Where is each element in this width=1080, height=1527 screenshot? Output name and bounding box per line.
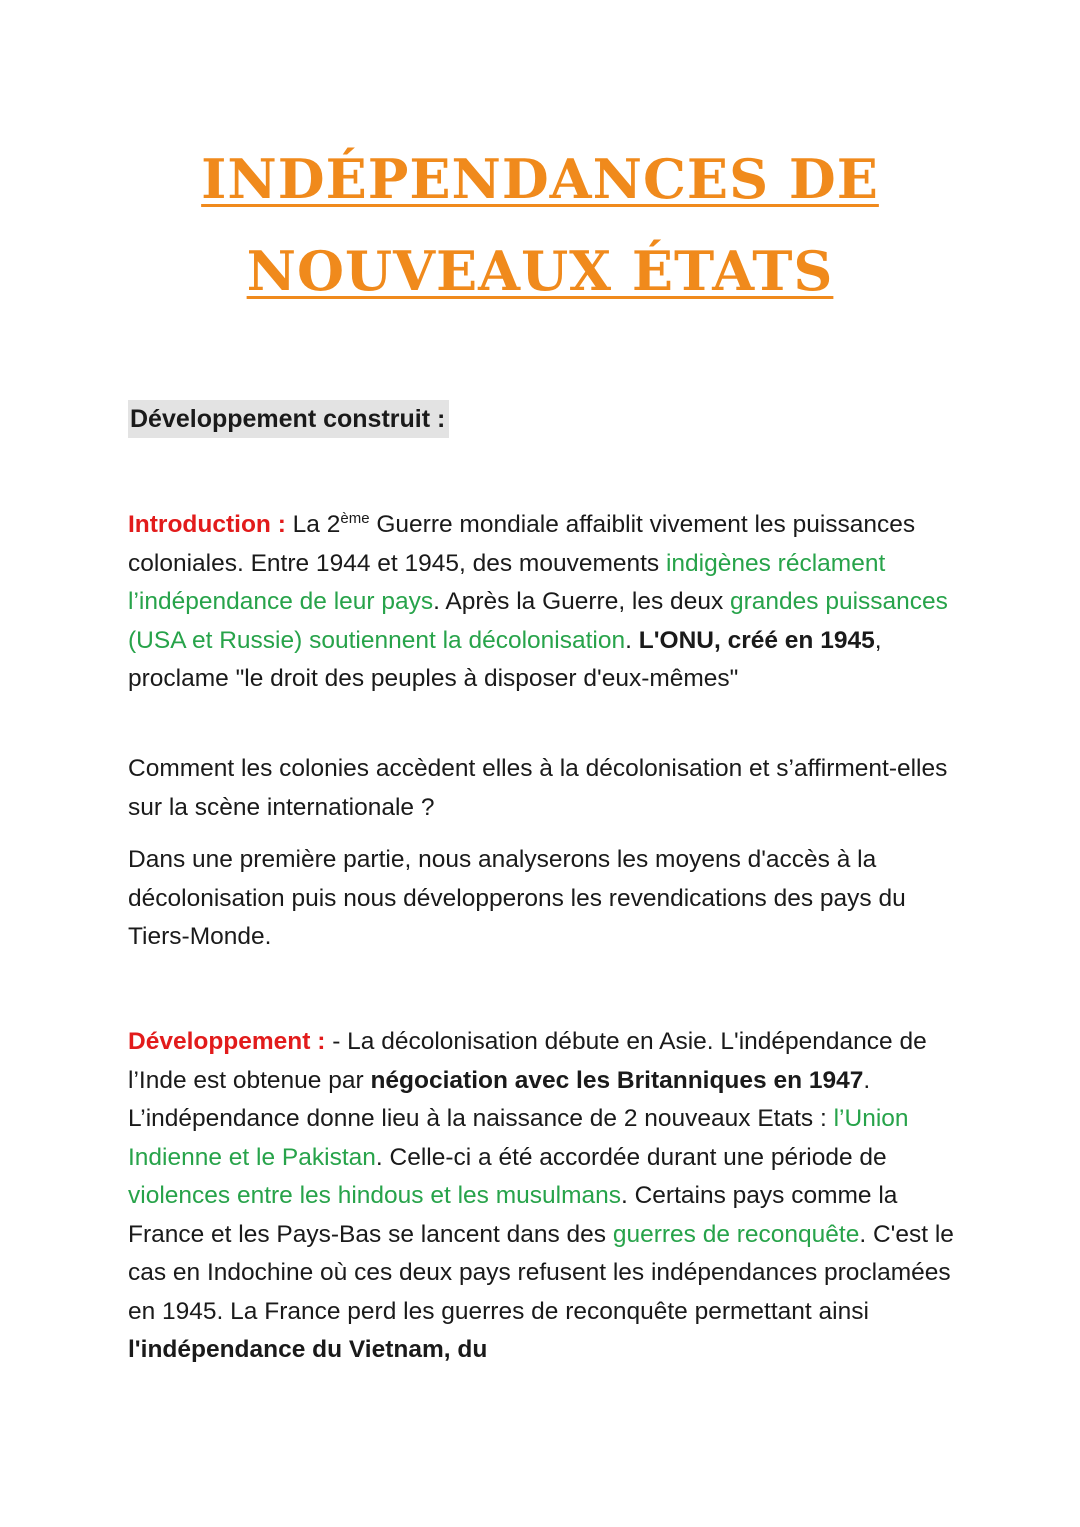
green-highlight: grandes puissances (USA et Russie) soutiennent la décolonisation — [128, 588, 948, 654]
text-run: . Celle-ci a été accordée durant une période de — [375, 1143, 887, 1171]
bold-text: L'ONU, créé en 1945 — [638, 626, 875, 654]
text-run: . L’indépendance donne lieu à la naissance de 2 nouveaux Etats : — [128, 1066, 871, 1132]
introduction-label: Introduction : — [128, 511, 286, 538]
page-title-line-1: INDÉPENDANCES DE — [201, 147, 879, 211]
green-highlight: indigènes réclament l’indépendance de leur pays — [128, 549, 886, 615]
text-run: Guerre mondiale affaiblit vivement les puissances coloniales. Entre 1944 et 1945, des mouvements — [128, 511, 916, 577]
developpement-paragraph — [128, 1023, 958, 1370]
introduction-paragraph — [128, 506, 958, 699]
text-run: , proclame "le droit des peuples à disposer d'eux-mêmes" — [128, 626, 882, 692]
developpement-label: Développement : — [128, 1028, 326, 1055]
text-run: . Après la Guerre, les deux — [433, 588, 730, 615]
text-run: . Certains pays comme la France et les Pays-Bas se lancent dans des — [128, 1182, 898, 1248]
page-title-line-2: NOUVEAUX ÉTATS — [246, 239, 834, 303]
bold-text: l'indépendance du Vietnam, du — [128, 1336, 488, 1363]
problem-question-paragraph: Comment les colonies accèdent elles à la décolonisation et s’affirment-elles sur la scène internationale ? — [128, 755, 948, 821]
green-highlight: violences entre les hindous et les musulmans — [128, 1182, 621, 1209]
text-run: . — [625, 626, 639, 654]
plan-paragraph: Dans une première partie, nous analyserons les moyens d'accès à la décolonisation puis nous développerons les revendications des pays du Tiers-Monde. — [128, 846, 906, 950]
bold-text: négociation avec les Britanniques en 1947 — [370, 1066, 864, 1094]
text-run: - La décolonisation débute en Asie. L'indépendance de l’Inde est obtenue par — [128, 1028, 927, 1094]
text-run: La 2 — [285, 511, 341, 538]
green-highlight: guerres de reconquête — [612, 1220, 860, 1248]
superscript: ème — [340, 509, 370, 527]
text-run: . C'est le cas en Indochine où ces deux pays refusent les indépendances proclamées en 1945. La France perd les guerres de reconquête permettant ainsi — [128, 1220, 954, 1325]
green-highlight: l’Union Indienne et le Pakistan — [128, 1105, 909, 1171]
section-heading: Développement construit : — [128, 400, 449, 438]
